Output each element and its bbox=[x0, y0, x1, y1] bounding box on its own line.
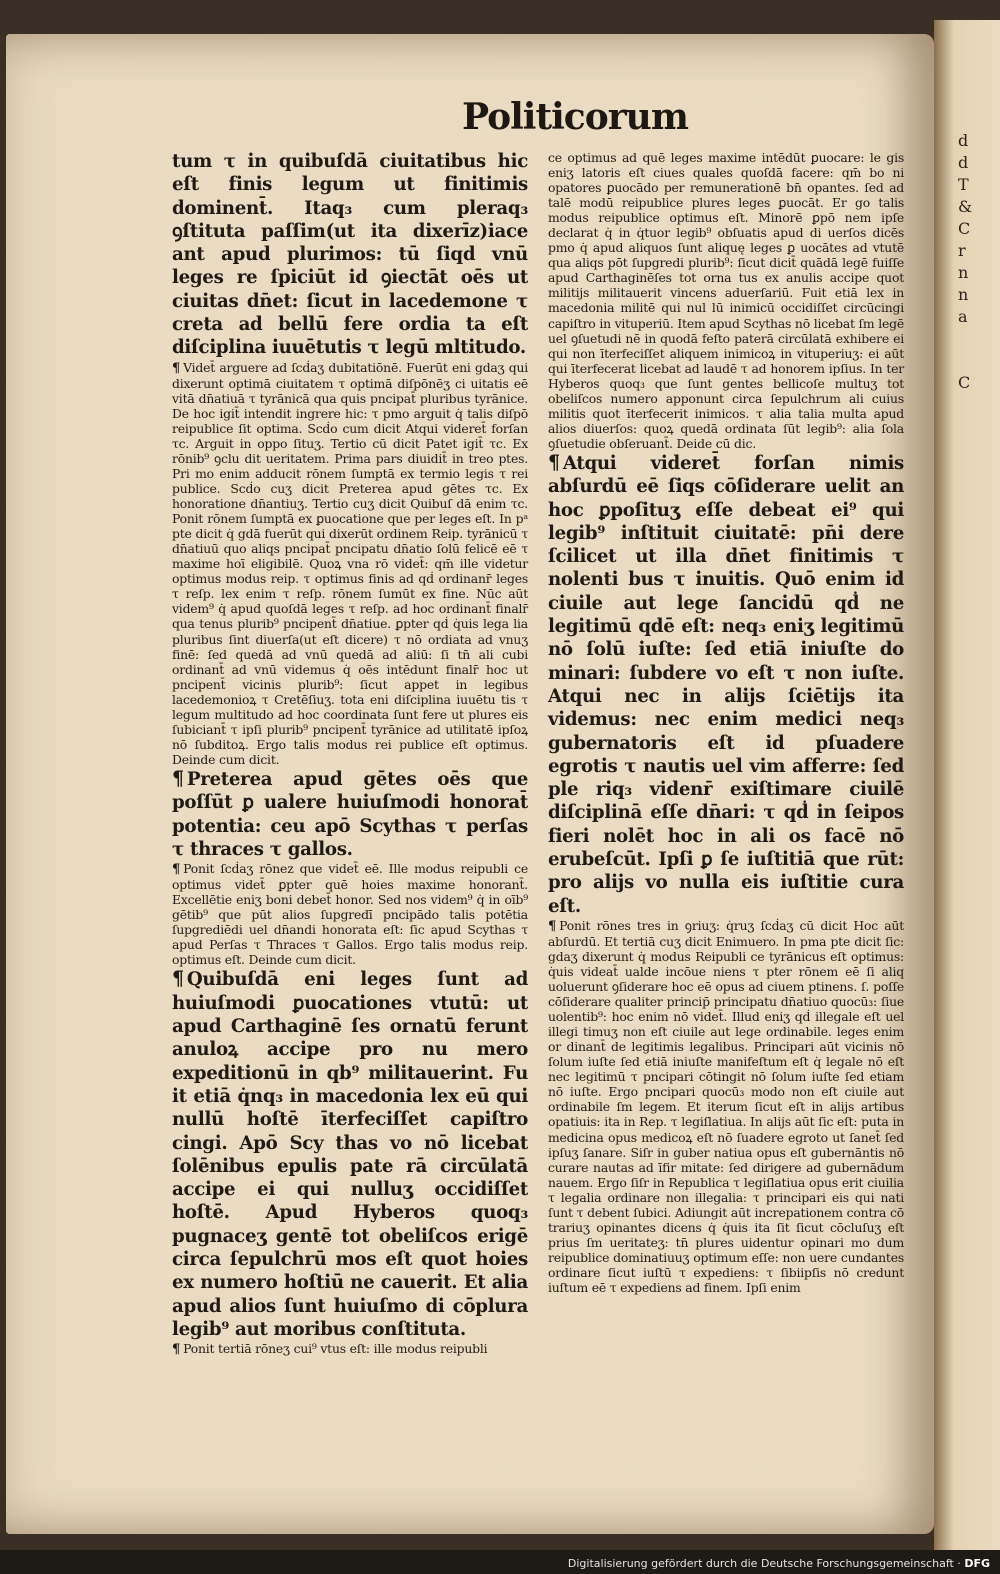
paragraph-text: Preterea apud gētes oēs que poſſūt ꝑ ualere huiuſmodi honorat̄ potentia: ceu apō Scythas τ perſas τ thraces τ gallos. bbox=[172, 768, 528, 860]
paragraph-mark-icon: ¶ bbox=[548, 918, 557, 934]
commentary-paragraph bbox=[172, 1341, 528, 1357]
left-column bbox=[172, 150, 528, 1357]
paragraph-mark-icon: ¶ bbox=[172, 967, 184, 991]
paragraph-text: Ponit tertiā rōneʒ cui⁹ vtus eſt: ille modus reipubli bbox=[183, 1341, 488, 1357]
paragraph-mark-icon: ¶ bbox=[172, 862, 181, 878]
main-text-paragraph bbox=[172, 767, 528, 861]
paragraph-text: ce optimus ad quē leges maxime intēdūt ꝑuocare: le gis eniʒ latoris eſt ciues quales quoſdā facere: qm̄ bo ni opatores ꝑuocādo per remunerationē bn̄ opantes. ſed ad talē modū reipublice plures leges ꝑuocāt. Er go talis modus reipublice optimus eſt. Minorē ꝑpō nem ipſe declarat q̇ in q̇tuor legib⁹ obſuatis apud di uerſos dicēs pmo q̇ apud aliquos ſunt aliquę leges ꝑ uocātes ad vtutē qua aliqs pōt ſupgredi plurib⁹: ſicut dicit̄ quādā legē fuiſſe apud Carthaginēſes tot orna tus ex anulis accipe quot militijs militauerit vincens aduerſariū. Fuit etiā lex in macedonia militē qui nul lū inimicū occidiſſet circūcingi capiſtro in vituperiū. Item apud Scythas nō licebat ſm legē uel ꝯſuetudi nē in quodā feſto paterā circūlatā exhibere ei qui non īterfeciſſet aliquem inimicoꝝ in vituperiuʒ: ei aūt qui īterfecerat licebat ad laudē τ ad honorem ipſius. In ter Hyberos quoq₃ que ſunt gentes bellicoſe multuʒ tot obeliſcos numero apponunt circa ſepulchrum ali cuius militis quot īterfecerit inimicos. τ alia talia multa apud alios diuerſos: quoꝝ quedā ordinata ſūt legib⁹: alia ſola ꝯſuetudie obſeruant̄. Deide cū dic. bbox=[548, 150, 904, 451]
paragraph-text: Atqui videret̄ forſan nimis abſurdū eē ſiqs cōſiderare uelit an hoc ꝑpoſituʒ eſſe debeat ei⁹ qui legib⁹ inſtituit ciuitatē: pn̄i dere ſcilicet ut illa dn̄et finitimis τ nolenti bus τ inuitis. Quō enim id ciuile aut lege ſancidū qḋ ne legitimū qdē eſt: neq₃ eniʒ legitimū nō ſolū iuſte: ſed etiā iniuſte do minari: ſubdere vo eſt τ non iuſte. Atqui nec in alijs ſciētijs ita videmus: nec enim medici neq₃ gubernatoris eſt id pſuadere egrotis τ nautis uel vim afferre: ſed ple riq₃ videnr̄ exiſtimare ciuilē diſciplinā eſſe dn̄ari: τ qḋ in ſeipos fieri nolēt hoc in ali os facē nō erubeſcūt. Ipſi ꝑ ſe iuſtitiā que rūt: pro alijs vo nulla eis iuſtitie cura eſt. bbox=[548, 452, 904, 917]
commentary-paragraph bbox=[548, 918, 904, 1295]
paragraph-mark-icon: ¶ bbox=[172, 1342, 181, 1358]
paragraph-mark-icon: ¶ bbox=[172, 766, 184, 790]
commentary-paragraph bbox=[172, 861, 528, 967]
running-head: Politicorum bbox=[462, 96, 688, 138]
digitization-footer bbox=[0, 1550, 1000, 1574]
main-text-paragraph bbox=[548, 451, 904, 918]
paragraph-mark-icon: ¶ bbox=[172, 360, 181, 376]
dfg-logo: DFG bbox=[964, 1557, 990, 1570]
main-text-paragraph bbox=[172, 150, 528, 360]
footer-credit: Digitalisierung gefördert durch die Deutsche Forschungsgemeinschaft · bbox=[567, 1557, 961, 1570]
paragraph-text: Ponit ſcḋaʒ rōnez que videt̄ eē. Ille modus reipubli ce optimus videt̄ ꝑpter quē hoies maxime honorant̄. Excellētie eniʒ boni debet̄ honor. Sed nos videm⁹ q̇ in oīb⁹ gētib⁹ que pūt alios ſupgredī pncipādo talis potētia ſupgrediēdi uel dn̄andi honorata eſt: ſic apud Scythas τ apud Perſas τ Thraces τ Gallos. Ergo talis modus reip. optimus eſt. Deinde cum dicit. bbox=[172, 861, 528, 968]
paragraph-text: Videt̄ arguere ad ſcḋaʒ dubitatiōnē. Fuerūt eni gdaʒ qui dixerunt optimā ciuitatem τ optimā diſpōnēʒ ci uitatis eē vitā dn̄atiuā τ tyrānicā qua quis pncipat̄ pluribus tyrānice. De hoc igit̄ intendit ingrere hic: τ pmo arguit q̇ talis diſpō reipublice ſit optima. Scḋo cum dicit Atqui videret̄ forſan τc. Arguit in oppo ſituʒ. Tertio cū dicit Patet igit̄ τc. Ex rōnib⁹ ꝯclu dit ueritatem. Prima pars diuidit̄ in treo ptes. Pri mo enim adducit rōnem ſumptā ex termio legis τ rei publice. Scḋo cuʒ dicit Preterea apud gētes τc. Ex honoratione dn̄antiuʒ. Tertio cuʒ dicit Quibuſ dā enim τc. Ponit rōnem ſumptā ex ꝑuocatione que per leges eſt. In pᵃ pte dicit q̇ gdā fuerūt qui dixerūt ordinem Reip. tyrānicū τ dn̄atiuū quo aliqs pncipat̄ pncipatu dn̄atio ſolū felicē eē τ maxime hoī eligibilē. Quoꝝ vna rō videt̄: qm̄ ille videtur optimus modus reip. τ optimus finis ad qḋ ordinanr̄ leges τ reſp. lex enim τ reſp. rōnem ſumūt ex fine. Nūc aūt videm⁹ q̇ apud quoſdā leges τ reſp. ad hoc ordinant̄ finalr̄ qua tenus plurib⁹ pncipent̄ dn̄atiue. ꝑpter qḋ q̇uis lega lia pluribus ſint diuerſa(ut eſt dicere) τ nō ordiata ad vnuʒ finē: ſed quedā ad vnū quedā ad aliū: ſi tn̄ ali cubi ordinant̄ ad vnū videmus q̇ oēs intēdunt finalr̄ hoc ut pncipent̄ vicinis plurib⁹: ſicut appet in legibus lacedemonioꝝ τ Cretēſiuʒ. tota eni diſciplina iuuētu tis τ legum multitudo ad hoc coordinata ſunt fere ut plures eis ſubiciant̄ τ ipſi plurib⁹ pncipent̄ tyrānice ad utilitatē ipſoꝝ nō ſubditoꝝ. Ergo talis modus rei publice eſt optimus. Deinde cum dicit. bbox=[172, 359, 528, 767]
right-column bbox=[548, 150, 904, 1295]
main-text-paragraph bbox=[172, 967, 528, 1341]
paragraph-text: tum τ in quibuſdā ciuitatibus hic eſt finis legum ut finitimis dominent̄. Itaq₃ cum pleraq₃ ꝯſtituta paſſim(ut ita dixerīz)iace ant apud plurimos: tū ſiqd vnū leges re ſpiciūt id ꝯiectāt oēs ut ciuitas dn̄et: ſicut in lacedemone τ creta ad bellū fere ordia ta eſt diſciplina iuuētutis τ legū mltitudo. bbox=[172, 151, 528, 359]
facing-page-text: d d T & C r n n a C bbox=[958, 131, 973, 392]
footer-text bbox=[568, 1557, 990, 1570]
paragraph-text: Quibuſdā eni leges ſunt ad huiuſmodi ꝑuocationes vtutū: ut apud Carthaginē ſes ornatū ferunt anuloꝝ accipe pro nu mero expeditionū in qb⁹ militauerint. Fu it etiā q̇nq₃ in macedonia lex eū qui nullū hoſtē īterfeciſſet capiſtro cingi. Apō Scy thas vo nō licebat ſolēnibus epulis pate rā circūlatā accipe ei qui nulluʒ occidiſſet hoſtē. Apud Hyberos quoq₃ pugnaceʒ gentē tot obeliſcos erigē circa ſepulchrū mos eſt quot hoies ex numero hoſtiū ne cauerit. Et alia apud alios ſunt huiuſmo di cōplura legib⁹ aut moribus conſtituta. bbox=[172, 969, 528, 1340]
commentary-paragraph bbox=[548, 150, 904, 451]
commentary-paragraph bbox=[172, 360, 528, 767]
paragraph-text: Ponit rōnes tres in ꝯriuʒ: q̇ruʒ ſcḋaʒ cū dicit Hoc aūt abſurdū. Et tertiā cuʒ dicit Enimuero. In pma pte dicit ſic: gdaʒ dixerunt q̇ modus Reipubli ce tyrānicus eſt optimus: q̇uis videat̄ ualde incōue niens τ pter rōnem eē ſi aliq uoluerunt ꝯſiderare hoc eē opus ad ciuem ptinens. ſ. poſſe cōſiderare qualiter princip̄ principatu dn̄atiuo quocū₃: ſiue uolentib⁹: hoc enim nō videt̄. Illud eniʒ qḋ illegale eſt uel illegi timuʒ non eſt ciuile aut lege ordinabile. leges enim or dinant̄ de legitimis legalibus. Principari aūt vicinis nō ſolum iuſte ſed etiā iniuſte manifeſtum eſt q̇ legale nō eſt nec legitimū τ pncipari cōtingit nō ſolum iuſte ſed etiam nō iuſte. Ergo pncipari quocū₃ modo non eſt ciuile aut ordinabile ſm legem. Et iterum ſicut eſt in alijs artibus opatiuis: ita in Rep. τ legiſlatiua. In alijs aūt ſic eſt: puta in medicina opus medicoꝝ eſt nō ſuadere egroto ut ſanet̄ ſed ipſuʒ ſanare. Siſr in guber natiua opus eſt gubernāntis nō curare nautas ad īfir mitate: ſed dirigere ad gubernādum nauem. Ergo ſiſr in Republica τ legiſlatiua opus erit ciuilia τ legalia ordinare non illegalia: τ principari eis qui nati ſunt τ debent ſubici. Adiungit aūt increpationem contra cō trariuʒ opinantes dicens q̇ q̇uis ita ſit ſicut cōcluſuʒ eſt prius ſm ueritateʒ: tn̄ plures uidentur opinari mo dum reipublice dominatiuuʒ optimum eſſe: non uere cundantes ordinare ſicut iuſtū τ expediens: τ ſibiipſis nō credunt iuſtum eē τ expediens ad finem. Ipſi enim bbox=[548, 917, 904, 1295]
paragraph-mark-icon: ¶ bbox=[548, 450, 560, 474]
